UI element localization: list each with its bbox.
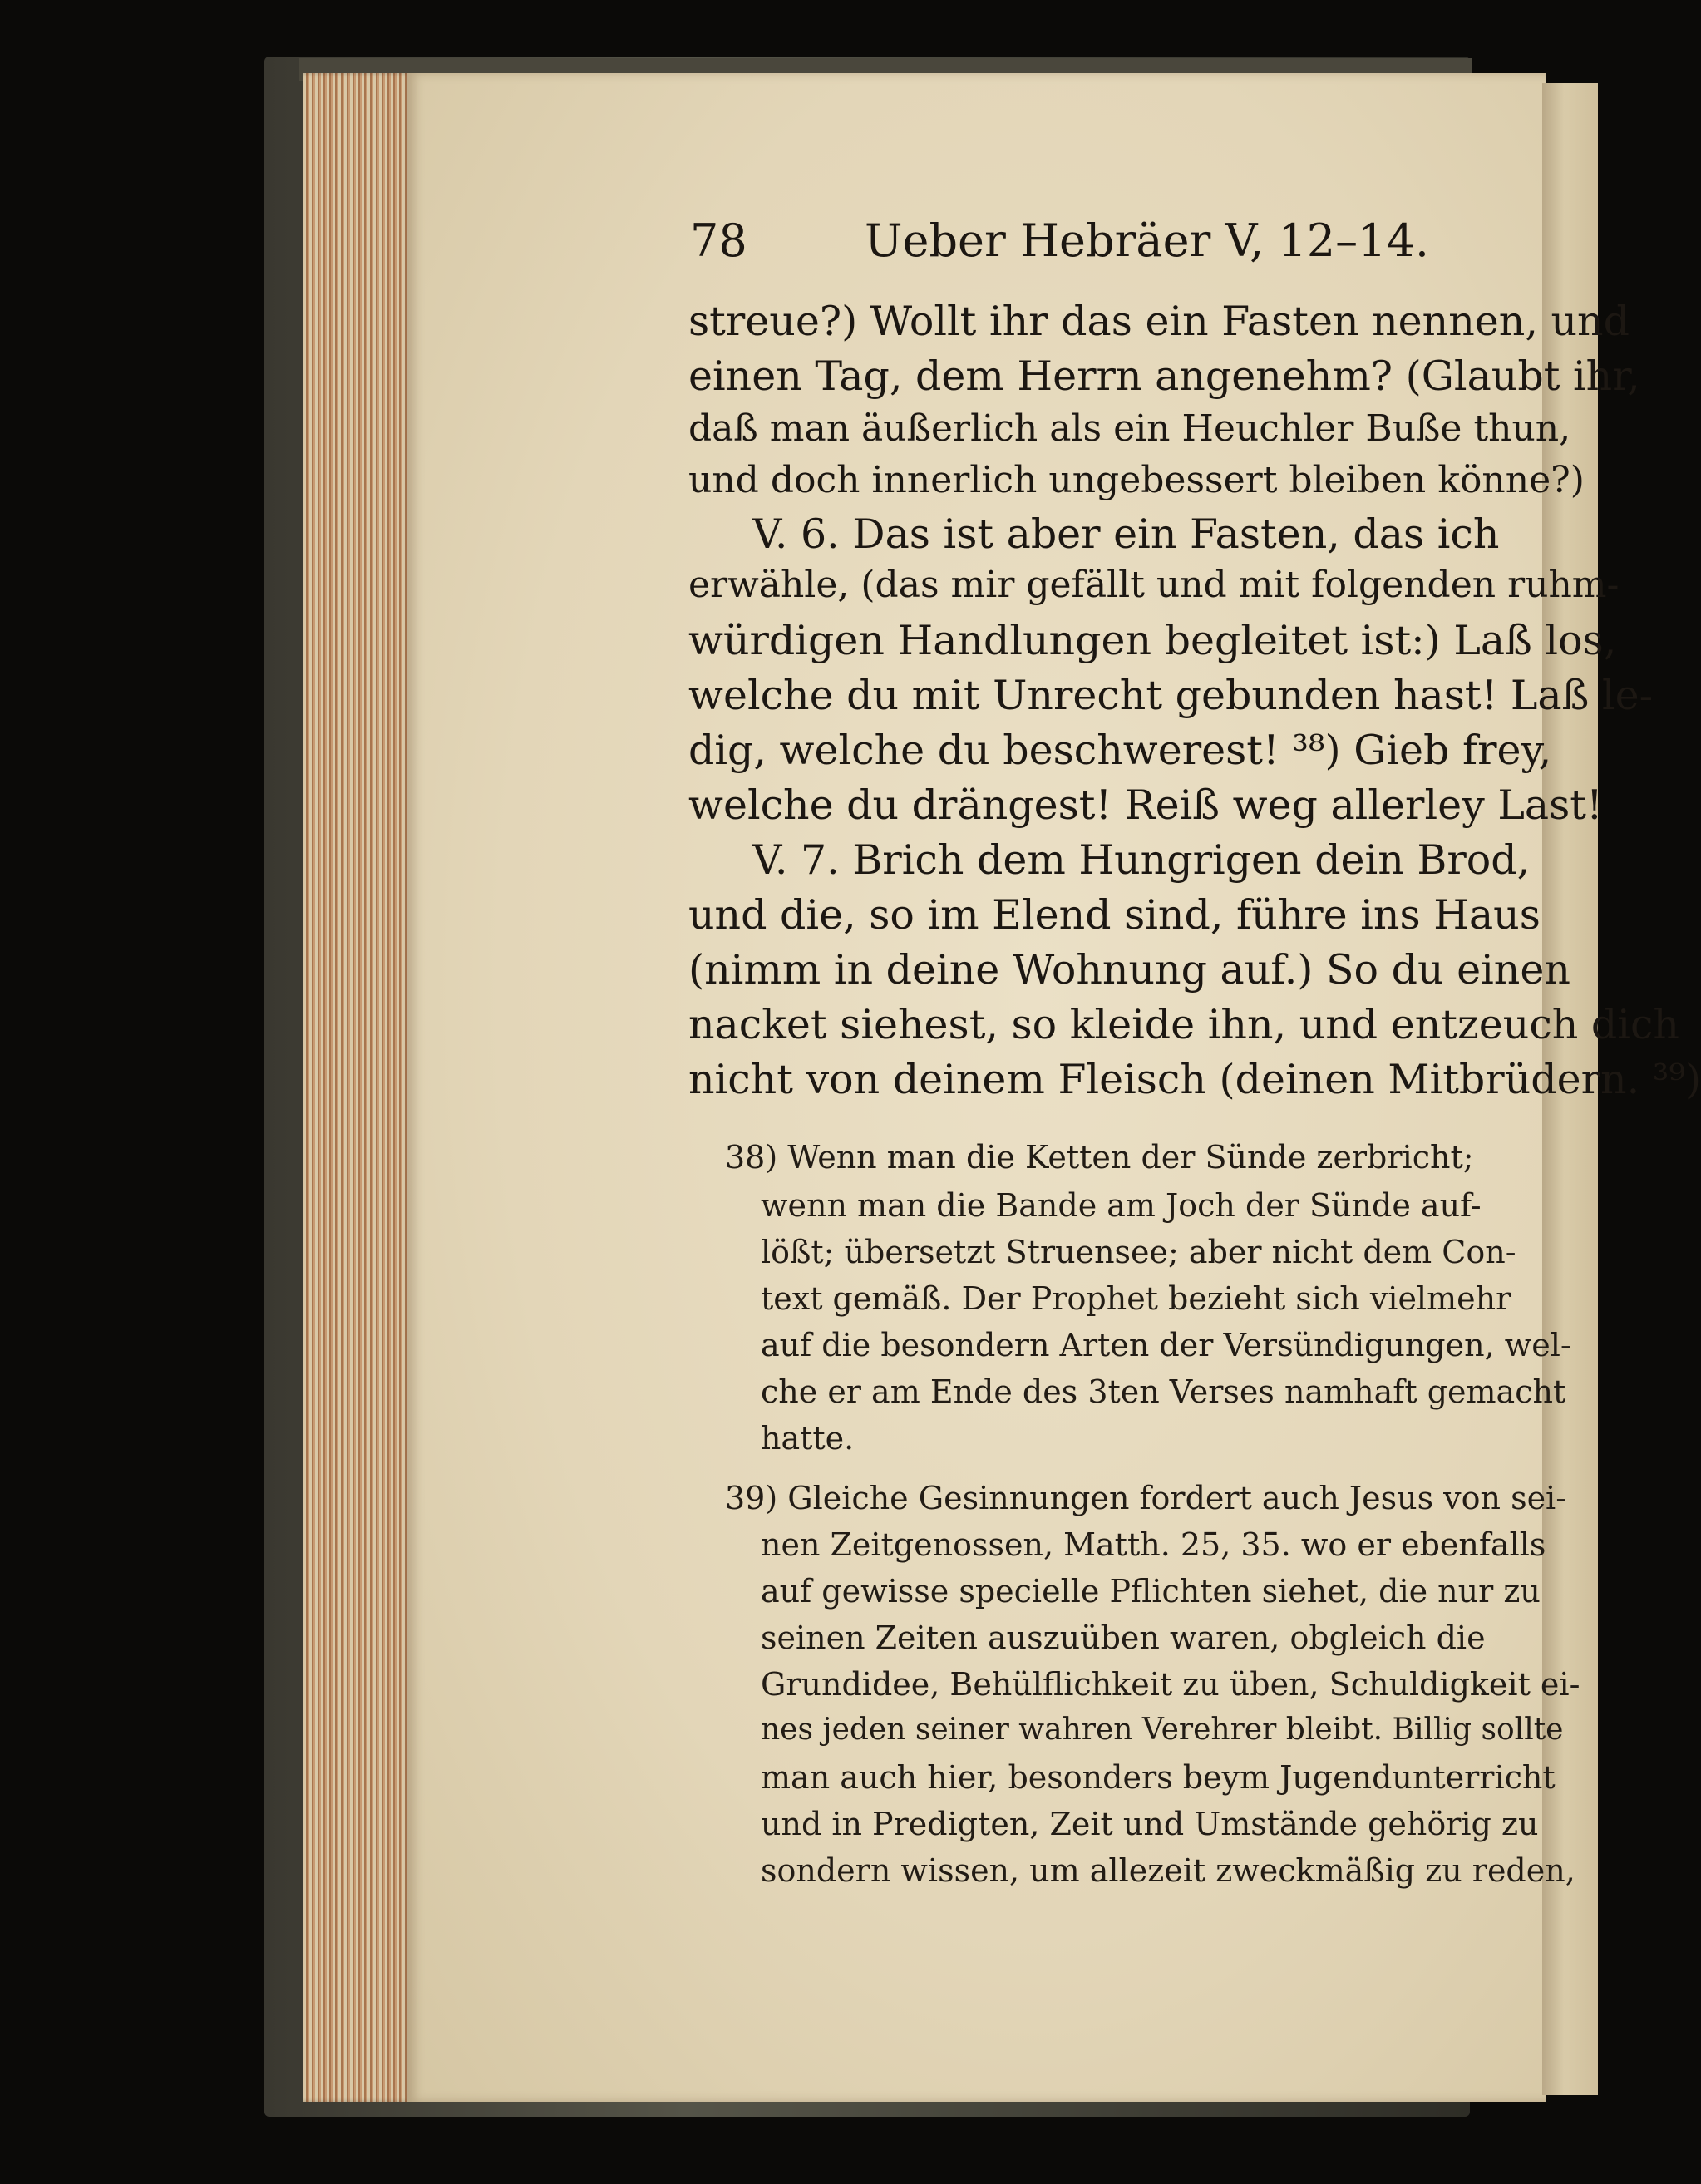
footnote-line: auf die besondern Arten der Versündigungen, wel- [761,1327,1571,1363]
footnote-line: man auch hier, besonders beym Jugendunterricht [761,1759,1556,1796]
text-line: und die, so im Elend sind, führe ins Haus [688,891,1541,939]
text-line: nicht von deinem Fleisch (deinen Mitbrüdern. ³⁹) [688,1056,1701,1103]
text-line: V. 7. Brich dem Hungrigen dein Brod, [752,836,1531,884]
footnote-line: che er am Ende des 3ten Verses namhaft gemacht [761,1373,1566,1410]
text-line: welche du mit Unrecht gebunden hast! Laß le- [688,672,1654,719]
footnote-line: auf gewisse specielle Pflichten siehet, die nur zu [761,1573,1541,1610]
running-head: Ueber Hebräer V, 12–14. [865,214,1430,267]
footnote-line: seinen Zeiten auszuüben waren, obgleich die [761,1620,1486,1656]
footnote-line: nes jeden seiner wahren Verehrer bleibt. Billig sollte [761,1713,1564,1747]
text-line: einen Tag, dem Herrn angenehm? (Glaubt ihr, [688,352,1640,400]
footnote-line: lößt; übersetzt Struensee; aber nicht dem Con- [761,1234,1516,1270]
footnote-line: text gemäß. Der Prophet bezieht sich vielmehr [761,1280,1511,1317]
text-line: streue?) Wollt ihr das ein Fasten nennen, und [688,298,1630,345]
footnote-line: 39) Gleiche Gesinnungen fordert auch Jesus von sei- [725,1480,1567,1516]
text-line: daß man äußerlich als ein Heuchler Buße thun, [688,407,1571,450]
footnote-line: 38) Wenn man die Ketten der Sünde zerbricht; [725,1139,1474,1176]
footnote-line: nen Zeitgenossen, Matth. 25, 35. wo er ebenfalls [761,1526,1546,1563]
page-edges [303,73,412,2102]
footnote-line: Grundidee, Behülflichkeit zu üben, Schuldigkeit ei- [761,1666,1580,1703]
text-line: und doch innerlich ungebessert bleiben könne?) [688,459,1585,501]
text-line: V. 6. Das ist aber ein Fasten, das ich [752,510,1500,558]
footnote-line: und in Predigten, Zeit und Umstände gehörig zu [761,1806,1539,1842]
text-line: erwähle, (das mir gefällt und mit folgenden ruhm- [688,564,1620,606]
footnote-line: sondern wissen, um allezeit zweckmäßig zu reden, [761,1852,1575,1889]
text-line: welche du drängest! Reiß weg allerley Last! [688,781,1603,829]
text-line: nacket siehest, so kleide ihn, und entzeuch dich [688,1001,1679,1048]
footnote-line: wenn man die Bande am Joch der Sünde auf- [761,1187,1482,1224]
page-number: 78 [690,214,747,267]
text-line: würdigen Handlungen begleitet ist:) Laß los, [688,617,1617,664]
text-line: (nimm in deine Wohnung auf.) So du einen [688,946,1570,993]
footnote-line: hatte. [761,1420,855,1457]
text-line: dig, welche du beschwerest! ³⁸) Gieb frey, [688,727,1552,774]
